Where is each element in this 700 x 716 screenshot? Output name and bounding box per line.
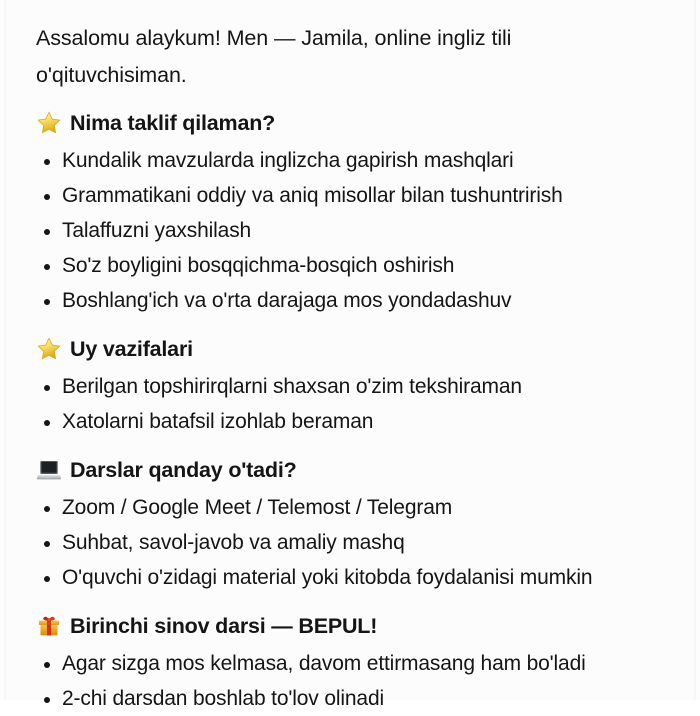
list-item: 2-chi darsdan boshlab to'lov olinadi	[36, 681, 670, 716]
section-homework	[36, 334, 670, 439]
star-icon	[36, 110, 62, 136]
section-list	[36, 143, 670, 318]
section-header	[36, 334, 670, 364]
section-header	[36, 611, 670, 641]
list-item: Xatolarni batafsil izohlab beraman	[36, 404, 670, 439]
list-item: Agar sizga mos kelmasa, davom ettirmasang ham bo'ladi	[36, 646, 670, 681]
section-list	[36, 646, 670, 716]
list-item: Boshlang'ich va o'rta darajaga mos yondadashuv	[36, 283, 670, 318]
section-list	[36, 490, 670, 595]
section-offer	[36, 108, 670, 318]
section-lessons	[36, 455, 670, 595]
gift-icon	[36, 613, 62, 639]
section-list	[36, 369, 670, 439]
list-item: Grammatikani oddiy va aniq misollar bilan tushuntrirish	[36, 178, 670, 213]
section-title: Birinchi sinov darsi — BEPUL!	[70, 614, 378, 638]
section-header	[36, 455, 670, 485]
section-header	[36, 108, 670, 138]
intro-paragraph: Assalomu alaykum! Men — Jamila, online ingliz tili o'qituvchisiman.	[36, 26, 512, 87]
section-title: Uy vazifalari	[70, 337, 193, 361]
laptop-icon	[36, 457, 62, 483]
list-item: Talaffuzni yaxshilash	[36, 213, 670, 248]
list-item: Zoom / Google Meet / Telemost / Telegram	[36, 490, 670, 525]
list-item: So'z boyligini bosqqichma-bosqich oshirish	[36, 248, 670, 283]
list-item: Berilgan topshirirqlarni shaxsan o'zim tekshiraman	[36, 369, 670, 404]
list-item: Kundalik mavzularda inglizcha gapirish mashqlari	[36, 143, 670, 178]
star-icon	[36, 336, 62, 362]
list-item: Suhbat, savol-javob va amaliy mashq	[36, 525, 670, 560]
section-title: Darslar qanday o'tadi?	[70, 458, 297, 482]
section-title: Nima taklif qilaman?	[70, 111, 276, 135]
list-item: O'quvchi o'zidagi material yoki kitobda foydalanisi mumkin	[36, 560, 670, 595]
section-free-trial	[36, 611, 670, 716]
